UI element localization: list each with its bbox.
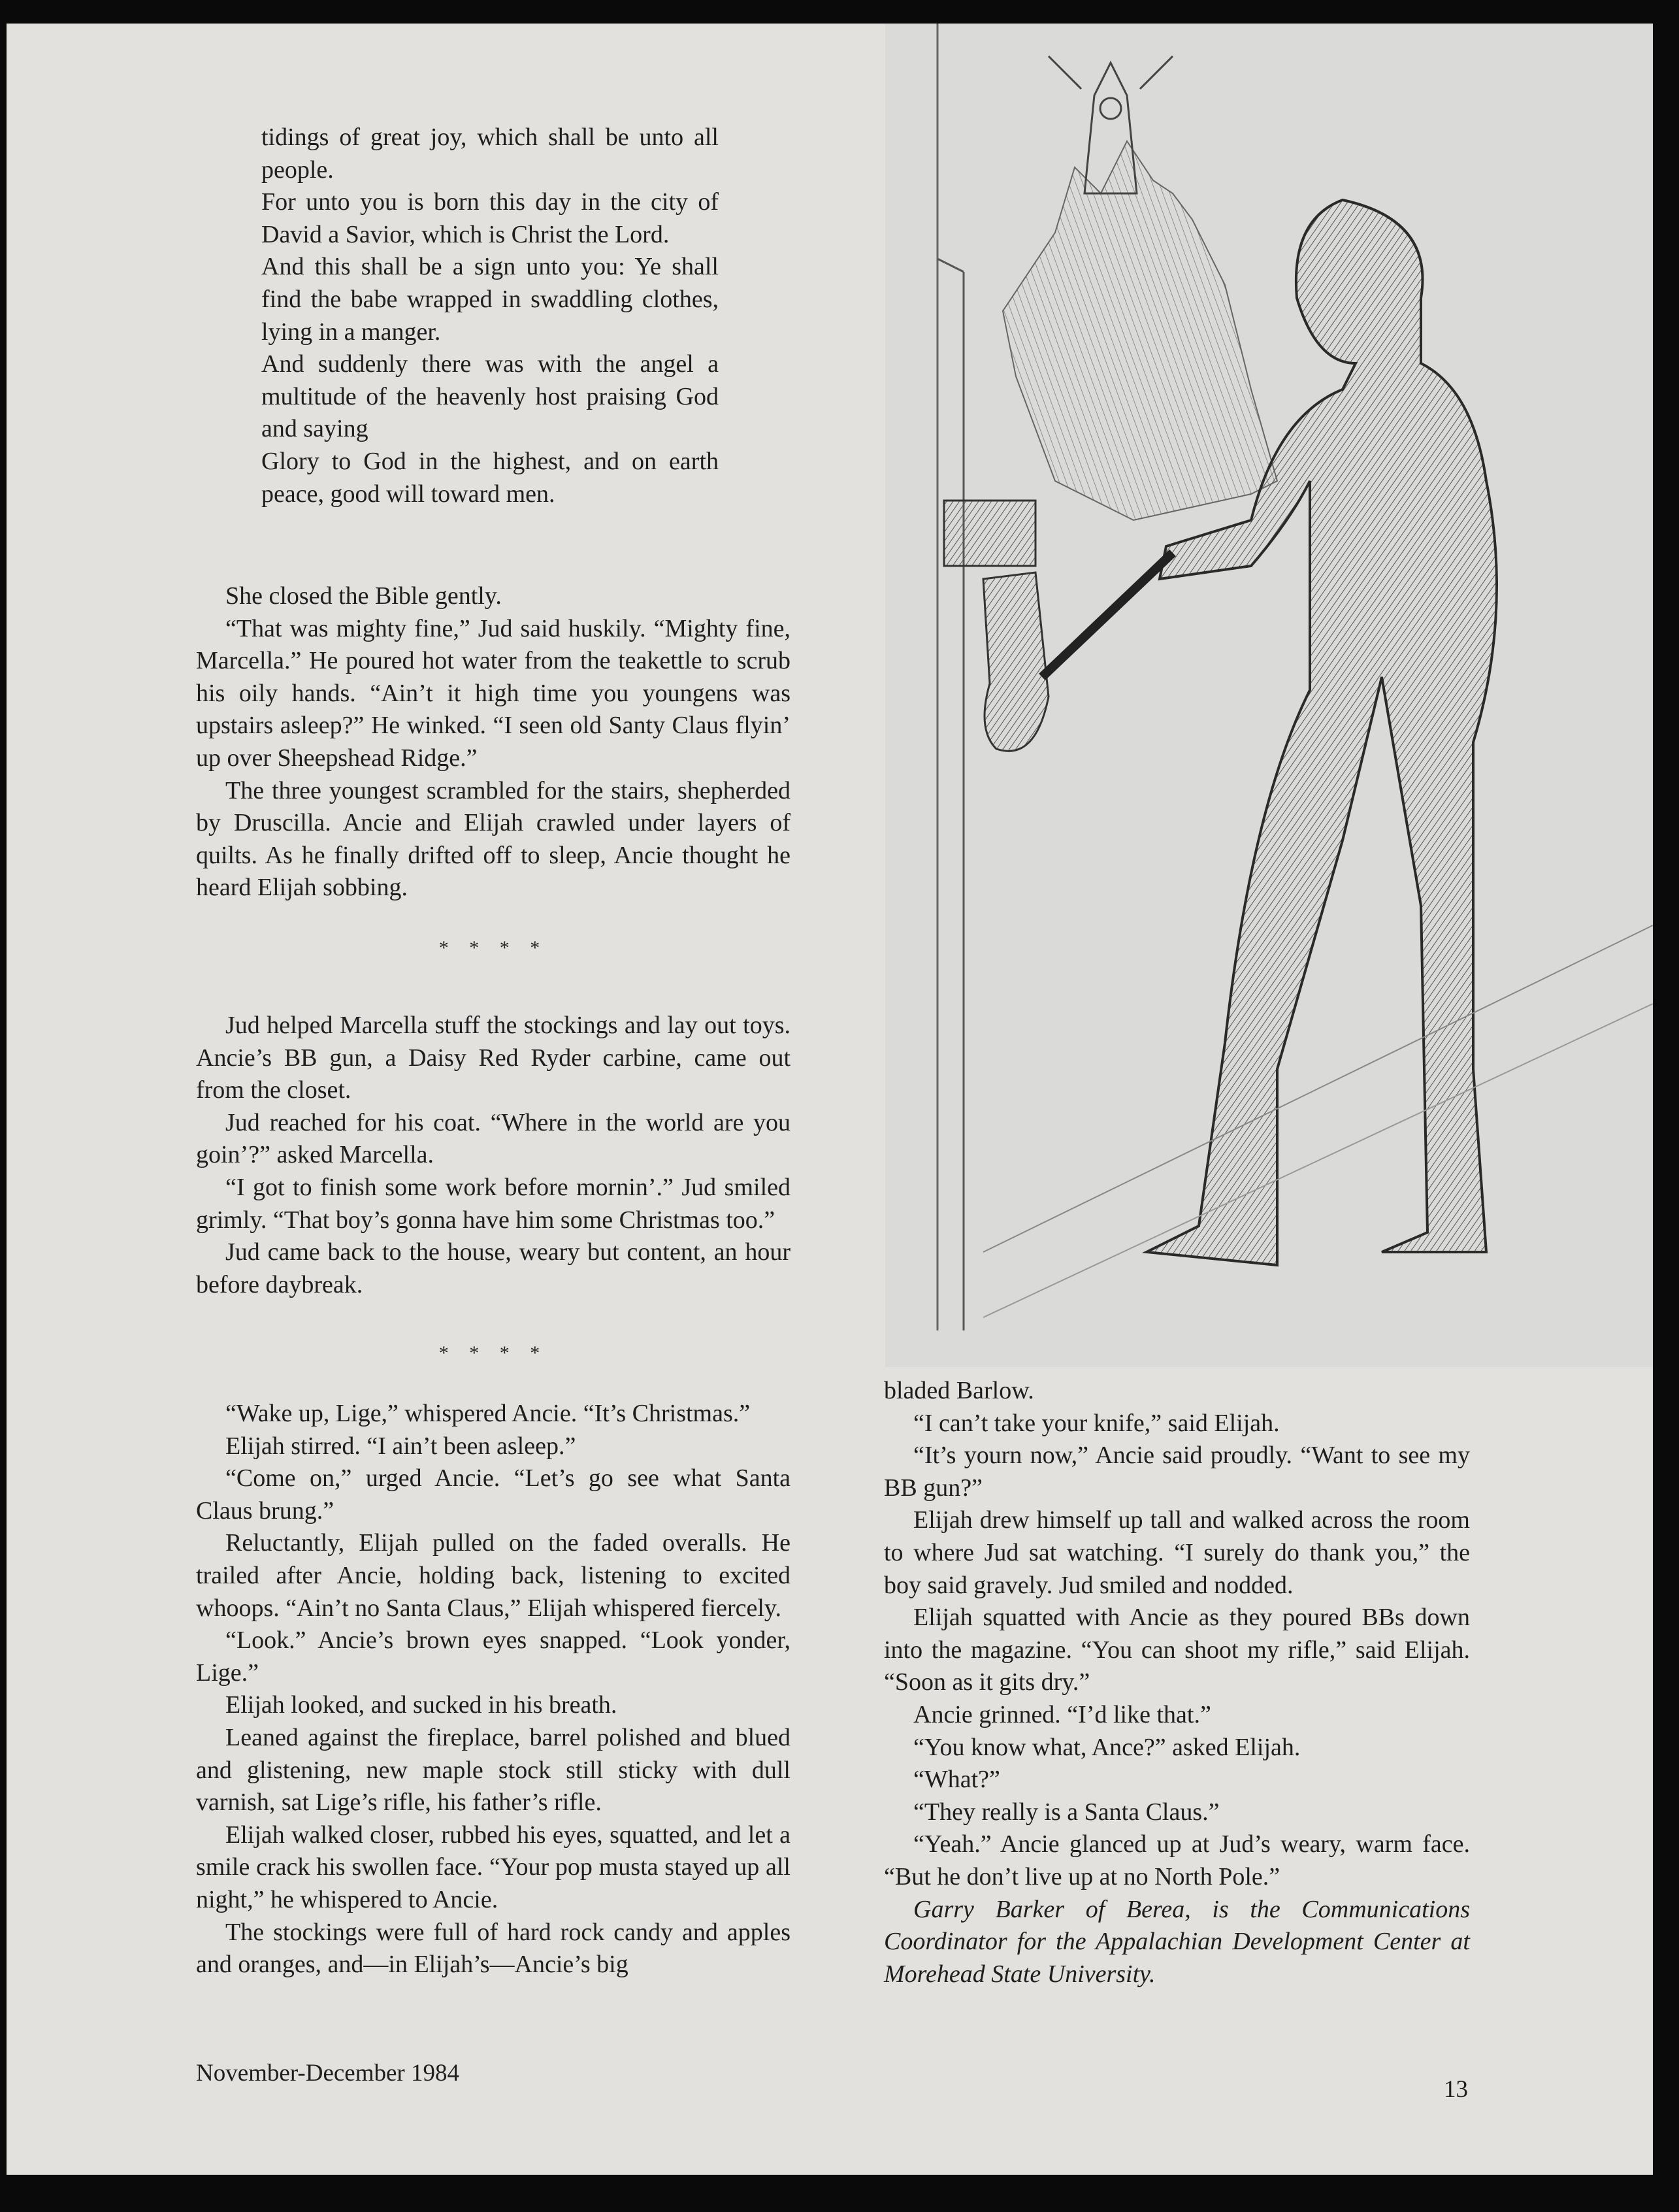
paragraph: “I got to finish some work before mornin’.” Jud smiled grimly. “That boy’s gonna have him some Christmas too.”	[196, 1173, 791, 1234]
verse-line: And this shall be a sign unto you: Ye shall find the babe wrapped in swaddling clothes, lying in a manger.	[261, 253, 719, 346]
verse-line: And suddenly there was with the angel a multitude of the heavenly host praising God and saying	[261, 350, 719, 443]
paragraph: “What?”	[913, 1766, 1000, 1794]
right-column	[884, 1375, 1470, 1990]
boy-with-rifle-sketch-icon	[885, 24, 1653, 1367]
page-number: 13	[1444, 2076, 1468, 2103]
verse-line: Glory to God in the highest, and on earth peace, good will toward men.	[261, 447, 719, 508]
paragraph: “Yeah.” Ancie glanced up at Jud’s weary, warm face. “But he don’t live up at no North Pole.”	[884, 1830, 1470, 1890]
author-note: Garry Barker of Berea, is the Communications Coordinator for the Appalachian Development Center at Morehead State University.	[884, 1895, 1470, 1988]
issue-date: November-December 1984	[196, 2060, 460, 2087]
paragraph: She closed the Bible gently.	[225, 582, 502, 610]
paragraph: The stockings were full of hard rock candy and apples and oranges, and—in Elijah’s—Ancie’s big	[196, 1918, 791, 1979]
verse-line: For unto you is born this day in the city of David a Savior, which is Christ the Lord.	[261, 188, 719, 248]
left-column-section-2	[196, 1010, 791, 1301]
paragraph: Elijah drew himself up tall and walked across the room to where Jud sat watching. “I surely do thank you,” the boy said gravely. Jud smiled and nodded.	[884, 1506, 1470, 1599]
paragraph: “That was mighty fine,” Jud said huskily. “Mighty fine, Marcella.” He poured hot water from the teakettle to scrub his oily hands. “Ain’t it high time you youngens was upstairs asleep?” He winked. “I seen old Santy Claus flyin’ up over Sheepshead Ridge.”	[196, 614, 791, 772]
illustration	[885, 24, 1653, 1367]
left-column-section-3	[196, 1398, 791, 1981]
paragraph: Jud reached for his coat. “Where in the world are you goin’?” asked Marcella.	[196, 1108, 791, 1169]
paragraph: “It’s yourn now,” Ancie said proudly. “Want to see my BB gun?”	[884, 1442, 1470, 1502]
paragraph: bladed Barlow.	[884, 1377, 1034, 1404]
paragraph: “They really is a Santa Claus.”	[913, 1798, 1220, 1826]
paragraph: Elijah walked closer, rubbed his eyes, squatted, and let a smile crack his swollen face. “Your pop musta stayed up all night,” he whispered to Ancie.	[196, 1821, 791, 1913]
paragraph: Jud came back to the house, weary but content, an hour before daybreak.	[196, 1238, 791, 1298]
verse-line: tidings of great joy, which shall be unto all people.	[261, 124, 719, 184]
paragraph: “I can’t take your knife,” said Elijah.	[913, 1409, 1280, 1437]
paragraph: Elijah squatted with Ancie as they poured BBs down into the magazine. “You can shoot my rifle,” said Elijah. “Soon as it gits dry.”	[884, 1604, 1470, 1696]
paragraph: “Come on,” urged Ancie. “Let’s go see what Santa Claus brung.”	[196, 1464, 791, 1525]
paragraph: “Look.” Ancie’s brown eyes snapped. “Look yonder, Lige.”	[196, 1626, 791, 1687]
magazine-page	[7, 24, 1653, 2175]
paragraph: Jud helped Marcella stuff the stockings and lay out toys. Ancie’s BB gun, a Daisy Red Ryder carbine, came out from the closet.	[196, 1012, 791, 1104]
section-separator: * * * *	[438, 1342, 548, 1364]
left-column-section-1	[196, 580, 791, 904]
paragraph: The three youngest scrambled for the stairs, shepherded by Druscilla. Ancie and Elijah crawled under layers of quilts. As he finally drifted off to sleep, Ancie thought he heard Elijah sobbing.	[196, 776, 791, 902]
paragraph: Elijah looked, and sucked in his breath.	[225, 1691, 617, 1719]
paragraph: Leaned against the fireplace, barrel polished and blued and glistening, new maple stock still sticky with dull varnish, sat Lige’s rifle, his father’s rifle.	[196, 1723, 791, 1817]
scripture-verse	[261, 122, 719, 510]
paragraph: Ancie grinned. “I’d like that.”	[913, 1700, 1211, 1728]
paragraph: “You know what, Ance?” asked Elijah.	[913, 1733, 1301, 1761]
paragraph: “Wake up, Lige,” whispered Ancie. “It’s Christmas.”	[225, 1400, 751, 1427]
paragraph: Elijah stirred. “I ain’t been asleep.”	[225, 1432, 576, 1460]
paragraph: Reluctantly, Elijah pulled on the faded overalls. He trailed after Ancie, holding back, listening to excited whoops. “Ain’t no Santa Claus,” Elijah whispered fiercely.	[196, 1529, 791, 1622]
section-separator: * * * *	[438, 937, 548, 959]
